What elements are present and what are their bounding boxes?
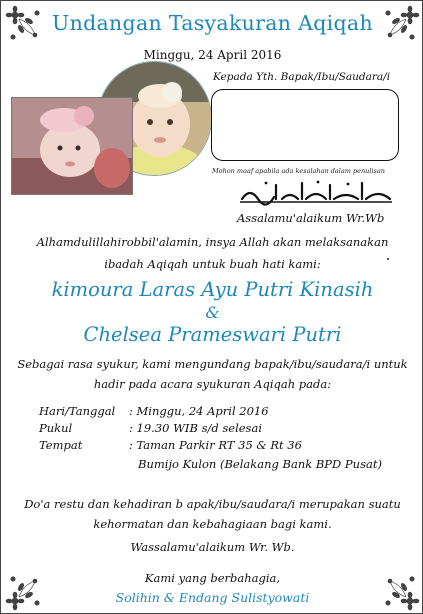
detail-value-place-line2: Bumijo Kulon (Belakang Bank BPD Pusat) bbox=[138, 457, 382, 471]
salam-greeting: Assalamu'alaikum Wr.Wb bbox=[237, 211, 385, 225]
wassalam-text: Wassalamu'alaikum Wr. Wb. bbox=[130, 540, 295, 554]
bismillah-calligraphy bbox=[236, 177, 396, 207]
intro-line-1: Alhamdulillahirobbil'alamin, insya Allah akan melaksanakan bbox=[36, 235, 389, 249]
child-name-2: Chelsea Prameswari Putri bbox=[83, 323, 342, 346]
intro-line-2: ibadah Aqiqah untuk buah hati kami: bbox=[104, 257, 321, 271]
child-name-1: kimoura Laras Ayu Putri Kinasih bbox=[51, 278, 374, 301]
hosts-label: Kami yang berbahagia, bbox=[144, 571, 281, 585]
invitation-title: Undangan Tasyakuran Aqiqah bbox=[52, 11, 373, 35]
bismillah-text bbox=[236, 177, 246, 178]
ampersand: & bbox=[205, 303, 220, 322]
recipient-label: Kepada Yth. Bapak/Ibu/Saudara/i bbox=[213, 71, 391, 83]
recipient-address-box bbox=[211, 89, 399, 161]
baby-photo-square bbox=[11, 97, 133, 195]
detail-label-day: Hari/Tanggal bbox=[39, 404, 116, 418]
stray-dot bbox=[387, 258, 389, 260]
closing-line-1: Do'a restu dan kehadiran b apak/ibu/saudara/i merupakan suatu bbox=[24, 497, 401, 511]
detail-label-time: Pukul bbox=[39, 421, 73, 435]
detail-value-place: : Taman Parkir RT 35 & Rt 36 bbox=[129, 438, 302, 452]
closing-line-2: kehormatan dan kebahagiaan bagi kami. bbox=[93, 517, 332, 531]
host-names: Solihin & Endang Sulistyowati bbox=[115, 590, 310, 605]
apology-note: Mohon maaf apabila ada kesalahan dalam penulisan bbox=[212, 167, 385, 175]
invite-line-1: Sebagai rasa syukur, kami mengundang bapak/ibu/saudara/i untuk bbox=[17, 357, 408, 371]
detail-label-place: Tempat bbox=[39, 438, 83, 452]
detail-value-day: : Minggu, 24 April 2016 bbox=[129, 404, 269, 418]
event-date-header: Minggu, 24 April 2016 bbox=[143, 48, 282, 62]
detail-value-time: : 19.30 WIB s/d selesai bbox=[129, 421, 262, 435]
invite-line-2: hadir pada acara syukuran Aqiqah pada: bbox=[93, 377, 332, 391]
